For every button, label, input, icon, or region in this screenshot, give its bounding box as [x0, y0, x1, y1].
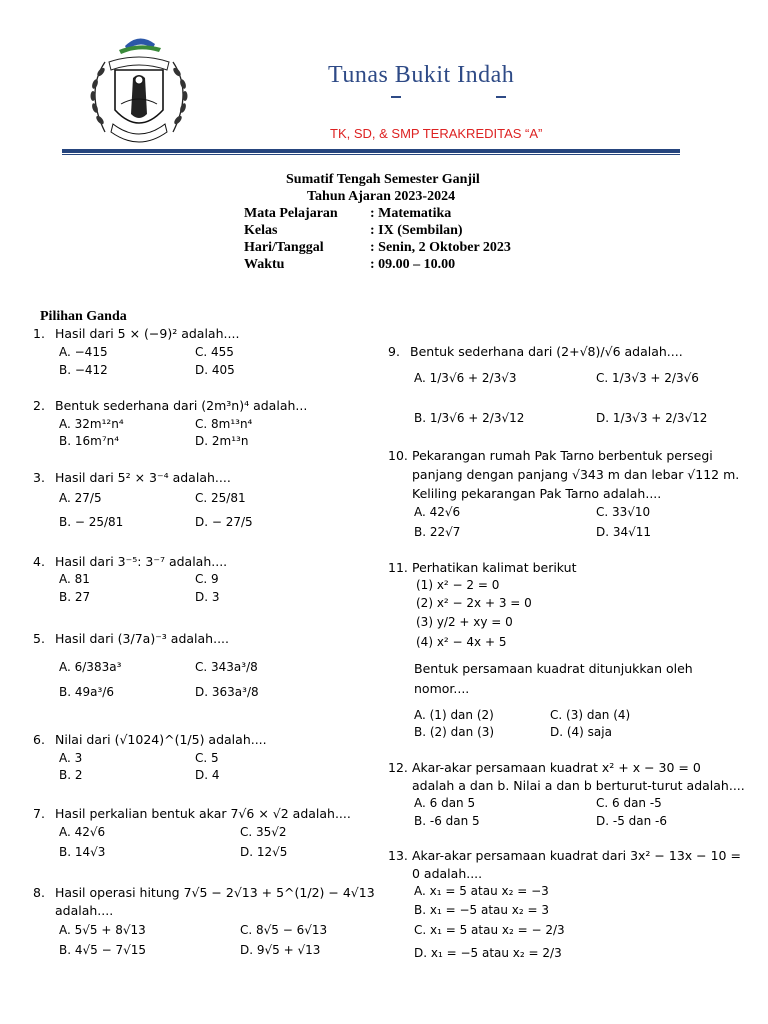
option-d: D. 12√5 [240, 845, 288, 859]
option-a: A. 81 [59, 572, 90, 586]
meta-label: Mata Pelajaran [244, 206, 338, 221]
exam-title: Sumatif Tengah Semester Ganjil [286, 172, 480, 187]
option-c: C. 343a³/8 [195, 660, 258, 674]
question-stem: Hasil dari 5² × 3⁻⁴ adalah.... [55, 470, 231, 485]
meta-label: Waktu [244, 257, 285, 272]
option-b: B. -6 dan 5 [414, 814, 480, 828]
question-number: 6. [33, 732, 45, 747]
question-stem: Pekarangan rumah Pak Tarno berbentuk persegi [412, 448, 713, 463]
question-stem-cont: adalah a dan b. Nilai a dan b berturut-turut adalah.... [412, 778, 745, 793]
school-logo [75, 32, 203, 154]
option-c: C. (3) dan (4) [550, 708, 631, 722]
meta-label: Kelas [244, 223, 278, 238]
meta-label: Hari/Tanggal [244, 240, 324, 255]
option-d: D. − 27/5 [195, 515, 253, 529]
option-a: A. x₁ = 5 atau x₂ = −3 [414, 884, 549, 898]
option-c: C. 6 dan -5 [596, 796, 662, 810]
option-d: D. 4 [195, 768, 220, 782]
question-stem: Bentuk sederhana dari (2+√8)/√6 adalah.... [410, 344, 683, 359]
question-number: 4. [33, 554, 45, 569]
option-d: D. 405 [195, 363, 235, 377]
option-a: A. 42√6 [414, 505, 461, 519]
option-a: A. 27/5 [59, 491, 102, 505]
question-number: 12. [388, 760, 408, 775]
accreditation-text: TK, SD, & SMP TERAKREDITAS “A” [330, 126, 543, 141]
question-stem: Hasil dari 5 × (−9)² adalah.... [55, 326, 240, 341]
question-number: 2. [33, 398, 45, 413]
option-b: B. 4√5 − 7√15 [59, 943, 147, 957]
question-number: 11. [388, 560, 408, 575]
title-dash [391, 96, 401, 98]
meta-value: : 09.00 – 10.00 [370, 257, 456, 272]
question-number: 13. [388, 848, 408, 863]
option-b: B. 22√7 [414, 525, 461, 539]
question-number: 8. [33, 885, 45, 900]
question-stem-cont: 0 adalah.... [412, 866, 483, 881]
question-stem-cont: adalah.... [55, 903, 114, 918]
statement-item: (4) x² − 4x + 5 [416, 635, 507, 649]
school-name: Tunas Bukit Indah [328, 62, 515, 88]
option-a: A. (1) dan (2) [414, 708, 494, 722]
option-a: A. 42√6 [59, 825, 106, 839]
statement-item: (1) x² − 2 = 0 [416, 578, 500, 592]
option-d: D. 3 [195, 590, 220, 604]
question-stem: Perhatikan kalimat berikut [412, 560, 577, 575]
option-c: C. 8√5 − 6√13 [240, 923, 328, 937]
option-b: B. 1/3√6 + 2/3√12 [414, 411, 525, 425]
question-number: 1. [33, 326, 45, 341]
exam-year: Tahun Ajaran 2023-2024 [307, 189, 456, 204]
question-number: 3. [33, 470, 45, 485]
question-number: 5. [33, 631, 45, 646]
question-number: 9. [388, 344, 400, 359]
option-b: B. − 25/81 [59, 515, 124, 529]
option-d: D. 9√5 + √13 [240, 943, 321, 957]
option-a: A. 5√5 + 8√13 [59, 923, 146, 937]
option-c: C. x₁ = 5 atau x₂ = − 2/3 [414, 923, 565, 937]
option-c: C. 5 [195, 751, 219, 765]
statement-item: (2) x² − 2x + 3 = 0 [416, 596, 532, 610]
option-c: C. 35√2 [240, 825, 287, 839]
option-d: D. (4) saja [550, 725, 612, 739]
header-divider [62, 149, 680, 153]
option-c: C. 455 [195, 345, 234, 359]
option-c: C. 25/81 [195, 491, 246, 505]
option-d: D. -5 dan -6 [596, 814, 668, 828]
question-stem: Hasil dari 3⁻⁵: 3⁻⁷ adalah.... [55, 554, 228, 569]
option-b: B. 49a³/6 [59, 685, 114, 699]
question-number: 7. [33, 806, 45, 821]
header-divider-thin [62, 154, 680, 155]
option-a: A. 6 dan 5 [414, 796, 476, 810]
option-d: D. 363a³/8 [195, 685, 259, 699]
title-dash [496, 96, 506, 98]
question-stem: Hasil perkalian bentuk akar 7√6 × √2 adalah.... [55, 806, 351, 821]
question-stem-cont: Bentuk persamaan kuadrat ditunjukkan oleh [414, 661, 693, 676]
option-a: A. 1/3√6 + 2/3√3 [414, 371, 517, 385]
statement-item: (3) y/2 + xy = 0 [416, 615, 513, 629]
question-stem: Bentuk sederhana dari (2m³n)⁴ adalah... [55, 398, 308, 413]
option-a: A. 6/383a³ [59, 660, 122, 674]
option-c: C. 1/3√3 + 2/3√6 [596, 371, 699, 385]
option-d: D. 1/3√3 + 2/3√12 [596, 411, 708, 425]
question-stem: Nilai dari (√1024)^(1/5) adalah.... [55, 732, 267, 747]
option-b: B. −412 [59, 363, 108, 377]
question-stem: Akar-akar persamaan kuadrat x² + x − 30 = 0 [412, 760, 701, 775]
meta-value: : IX (Sembilan) [370, 223, 463, 238]
question-stem-cont: nomor.... [414, 681, 470, 696]
option-c: C. 8m¹³n⁴ [195, 417, 253, 431]
option-d: D. 2m¹³n [195, 434, 249, 448]
option-a: A. 32m¹²n⁴ [59, 417, 124, 431]
question-stem: Hasil dari (3/7a)⁻³ adalah.... [55, 631, 229, 646]
option-c: C. 9 [195, 572, 219, 586]
option-d: D. x₁ = −5 atau x₂ = 2/3 [414, 946, 562, 960]
section-title: Pilihan Ganda [40, 309, 127, 324]
option-d: D. 34√11 [596, 525, 652, 539]
option-b: B. 27 [59, 590, 91, 604]
option-a: A. 3 [59, 751, 83, 765]
option-b: B. x₁ = −5 atau x₂ = 3 [414, 903, 550, 917]
option-b: B. 16m⁷n⁴ [59, 434, 120, 448]
question-stem: Akar-akar persamaan kuadrat dari 3x² − 13x − 10 = [412, 848, 741, 863]
question-stem-cont: panjang dengan panjang √343 m dan lebar √112 m. [412, 467, 740, 482]
option-c: C. 33√10 [596, 505, 651, 519]
option-b: B. 2 [59, 768, 83, 782]
meta-value: : Senin, 2 Oktober 2023 [370, 240, 511, 255]
option-a: A. −415 [59, 345, 108, 359]
question-stem: Hasil operasi hitung 7√5 − 2√13 + 5^(1/2) − 4√13 [55, 885, 375, 900]
meta-value: : Matematika [370, 206, 452, 221]
question-stem-cont: Keliling pekarangan Pak Tarno adalah.... [412, 486, 662, 501]
option-b: B. 14√3 [59, 845, 106, 859]
option-b: B. (2) dan (3) [414, 725, 495, 739]
question-number: 10. [388, 448, 408, 463]
